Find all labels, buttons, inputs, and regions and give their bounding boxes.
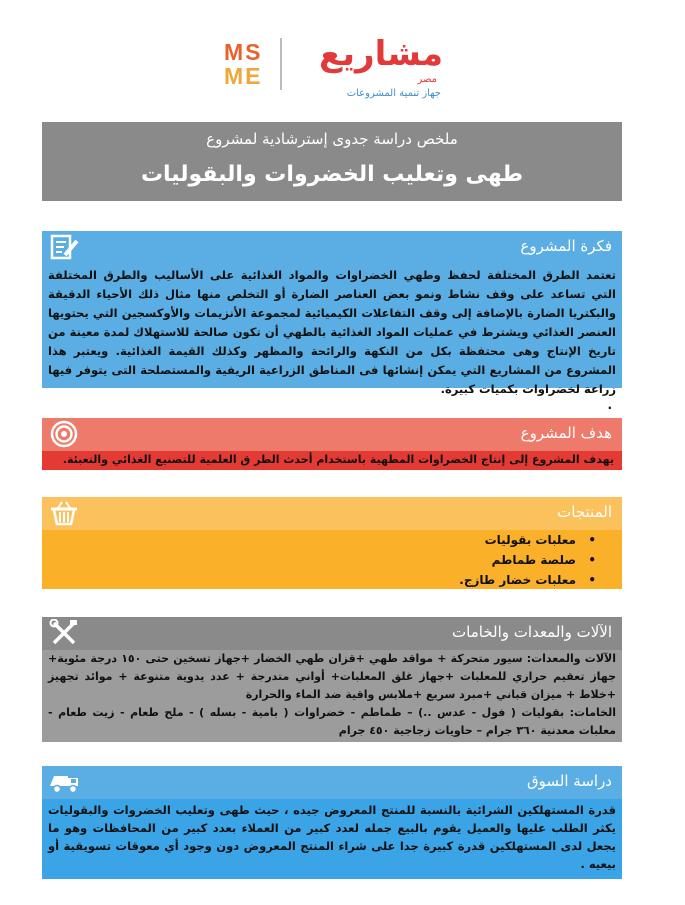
section-title-market: دراسة السوق [527, 772, 612, 790]
section-title-equipment: الآلات والمعدات والخامات [452, 623, 612, 641]
section-body-equipment [42, 650, 622, 742]
section-header-products [42, 497, 622, 530]
goal-text: يهدف المشروع إلى إنتاج الخضراوات المطهية باستخدام أحدث الطر ق العلمية للتصنيع الغذائي والتعبئة. [62, 453, 614, 466]
target-icon [48, 420, 80, 448]
section-body-market [42, 799, 622, 879]
section-body-idea [42, 264, 622, 412]
list-item: • صلصة طماطم [42, 550, 592, 570]
products-list [42, 530, 622, 590]
idea-trailing-dot: . [607, 398, 612, 412]
equipment-machines-text: الآلات والمعدات: سيور متحركة + مواقد طهي +قزان طهي الخضار +جهاز تسخين حتى ١٥٠ درجة مئوية+ جهاز تعقيم حراري للمعلبات +جهاز غلق المعلبات+ أواني متدرجة + عدد يدوية متنوعة + موائد تجهيز +خلاط + ميزان قباني +مبرد سريع +ملابس واقية ضد الماء والحرارة [48, 652, 616, 701]
pencil-note-icon [48, 233, 80, 261]
section-header-goal [42, 418, 622, 451]
truck-icon [48, 768, 80, 796]
equipment-materials-text: الخامات: بقوليات ( فول - عدس ..) – طماطم - خضراوات ( بامية - بسله ) - ملح طعام - زيت طعام - معلبات معدنية ٣٦٠ جرام – حاويات زجاجية ٤٥٠ جرام [48, 706, 616, 737]
section-header-market [42, 766, 622, 799]
title-box [42, 122, 622, 201]
section-body-products [42, 530, 622, 589]
market-text: قدرة المستهلكين الشرائية بالنسبة للمنتج المعروض جيده ، حيث طهى وتعليب الخضروات والبقوليات يكثر الطلب عليها والعميل يقوم بالبيع جمله لعدد كبير من العملاء بعدد كبير من المحافظات وهو ما يجعل لدى المستهلكين قدرة كبيرة جدا على شراء المنتج المعروض دون وجود أي معوقات تسويقية أو بيعيه . [48, 803, 616, 871]
section-title-idea: فكرة المشروع [520, 237, 612, 255]
document-title: طهى وتعليب الخضروات والبقوليات [140, 162, 524, 187]
section-title-products: المنتجات [557, 503, 612, 521]
basket-icon [48, 499, 80, 527]
idea-text: تعتمد الطرق المختلفة لحفظ وطهي الخضراوات والمواد الغذائية على الأساليب والطرق المختلفة التي تساعد على وقف نشاط ونمو بعض العناصر الضارة أو التخلص منها مثال ذلك الأحياء الدقيقة والبكتريا الضارة بالإضافة إلى وقف التفاعلات الكيميائية لمجموعة الأنزيمات والأوكسجين التي يحتويها العنصر الغذائي ويشترط في عمليات المواد الغذائية بالطهي أن تكون صالحة للاستهلاك لمدة معينة من تاريخ الإنتاج وهى محتفظة بكل من النكهة والرائحة والمظهر وكذلك القيمة الغذائية. ويعتبر هذا المشروع من المشاريع التي يمكن إنشائها فى المناطق الزراعية الريفية والمستصلحة التى يتوفر فيها زراعة لخضراوات بكميات كبيرة. [48, 268, 616, 396]
tools-icon [48, 619, 80, 647]
logo-divider [280, 38, 282, 90]
section-header-idea [42, 231, 622, 264]
section-header-equipment [42, 617, 622, 650]
list-item: • معلبات بقوليات [42, 530, 592, 550]
logo-letters-row1: MS [224, 39, 263, 65]
section-body-goal [42, 451, 622, 470]
logo-arabic-name: مشاريع [319, 34, 443, 74]
document-subtitle: ملخص دراسة جدوى إسترشادية لمشروع [206, 130, 458, 148]
logo-msme-letters [224, 40, 263, 88]
list-item: • معلبات خضار طازج. [42, 570, 592, 590]
logo-arabic-misr: مصر [417, 74, 437, 85]
msme-logo [220, 34, 445, 104]
logo-letters-row2: ME [224, 63, 263, 89]
section-title-goal: هدف المشروع [520, 424, 612, 442]
logo-arabic-subtitle: جهاز تنمية المشروعات [346, 88, 441, 99]
